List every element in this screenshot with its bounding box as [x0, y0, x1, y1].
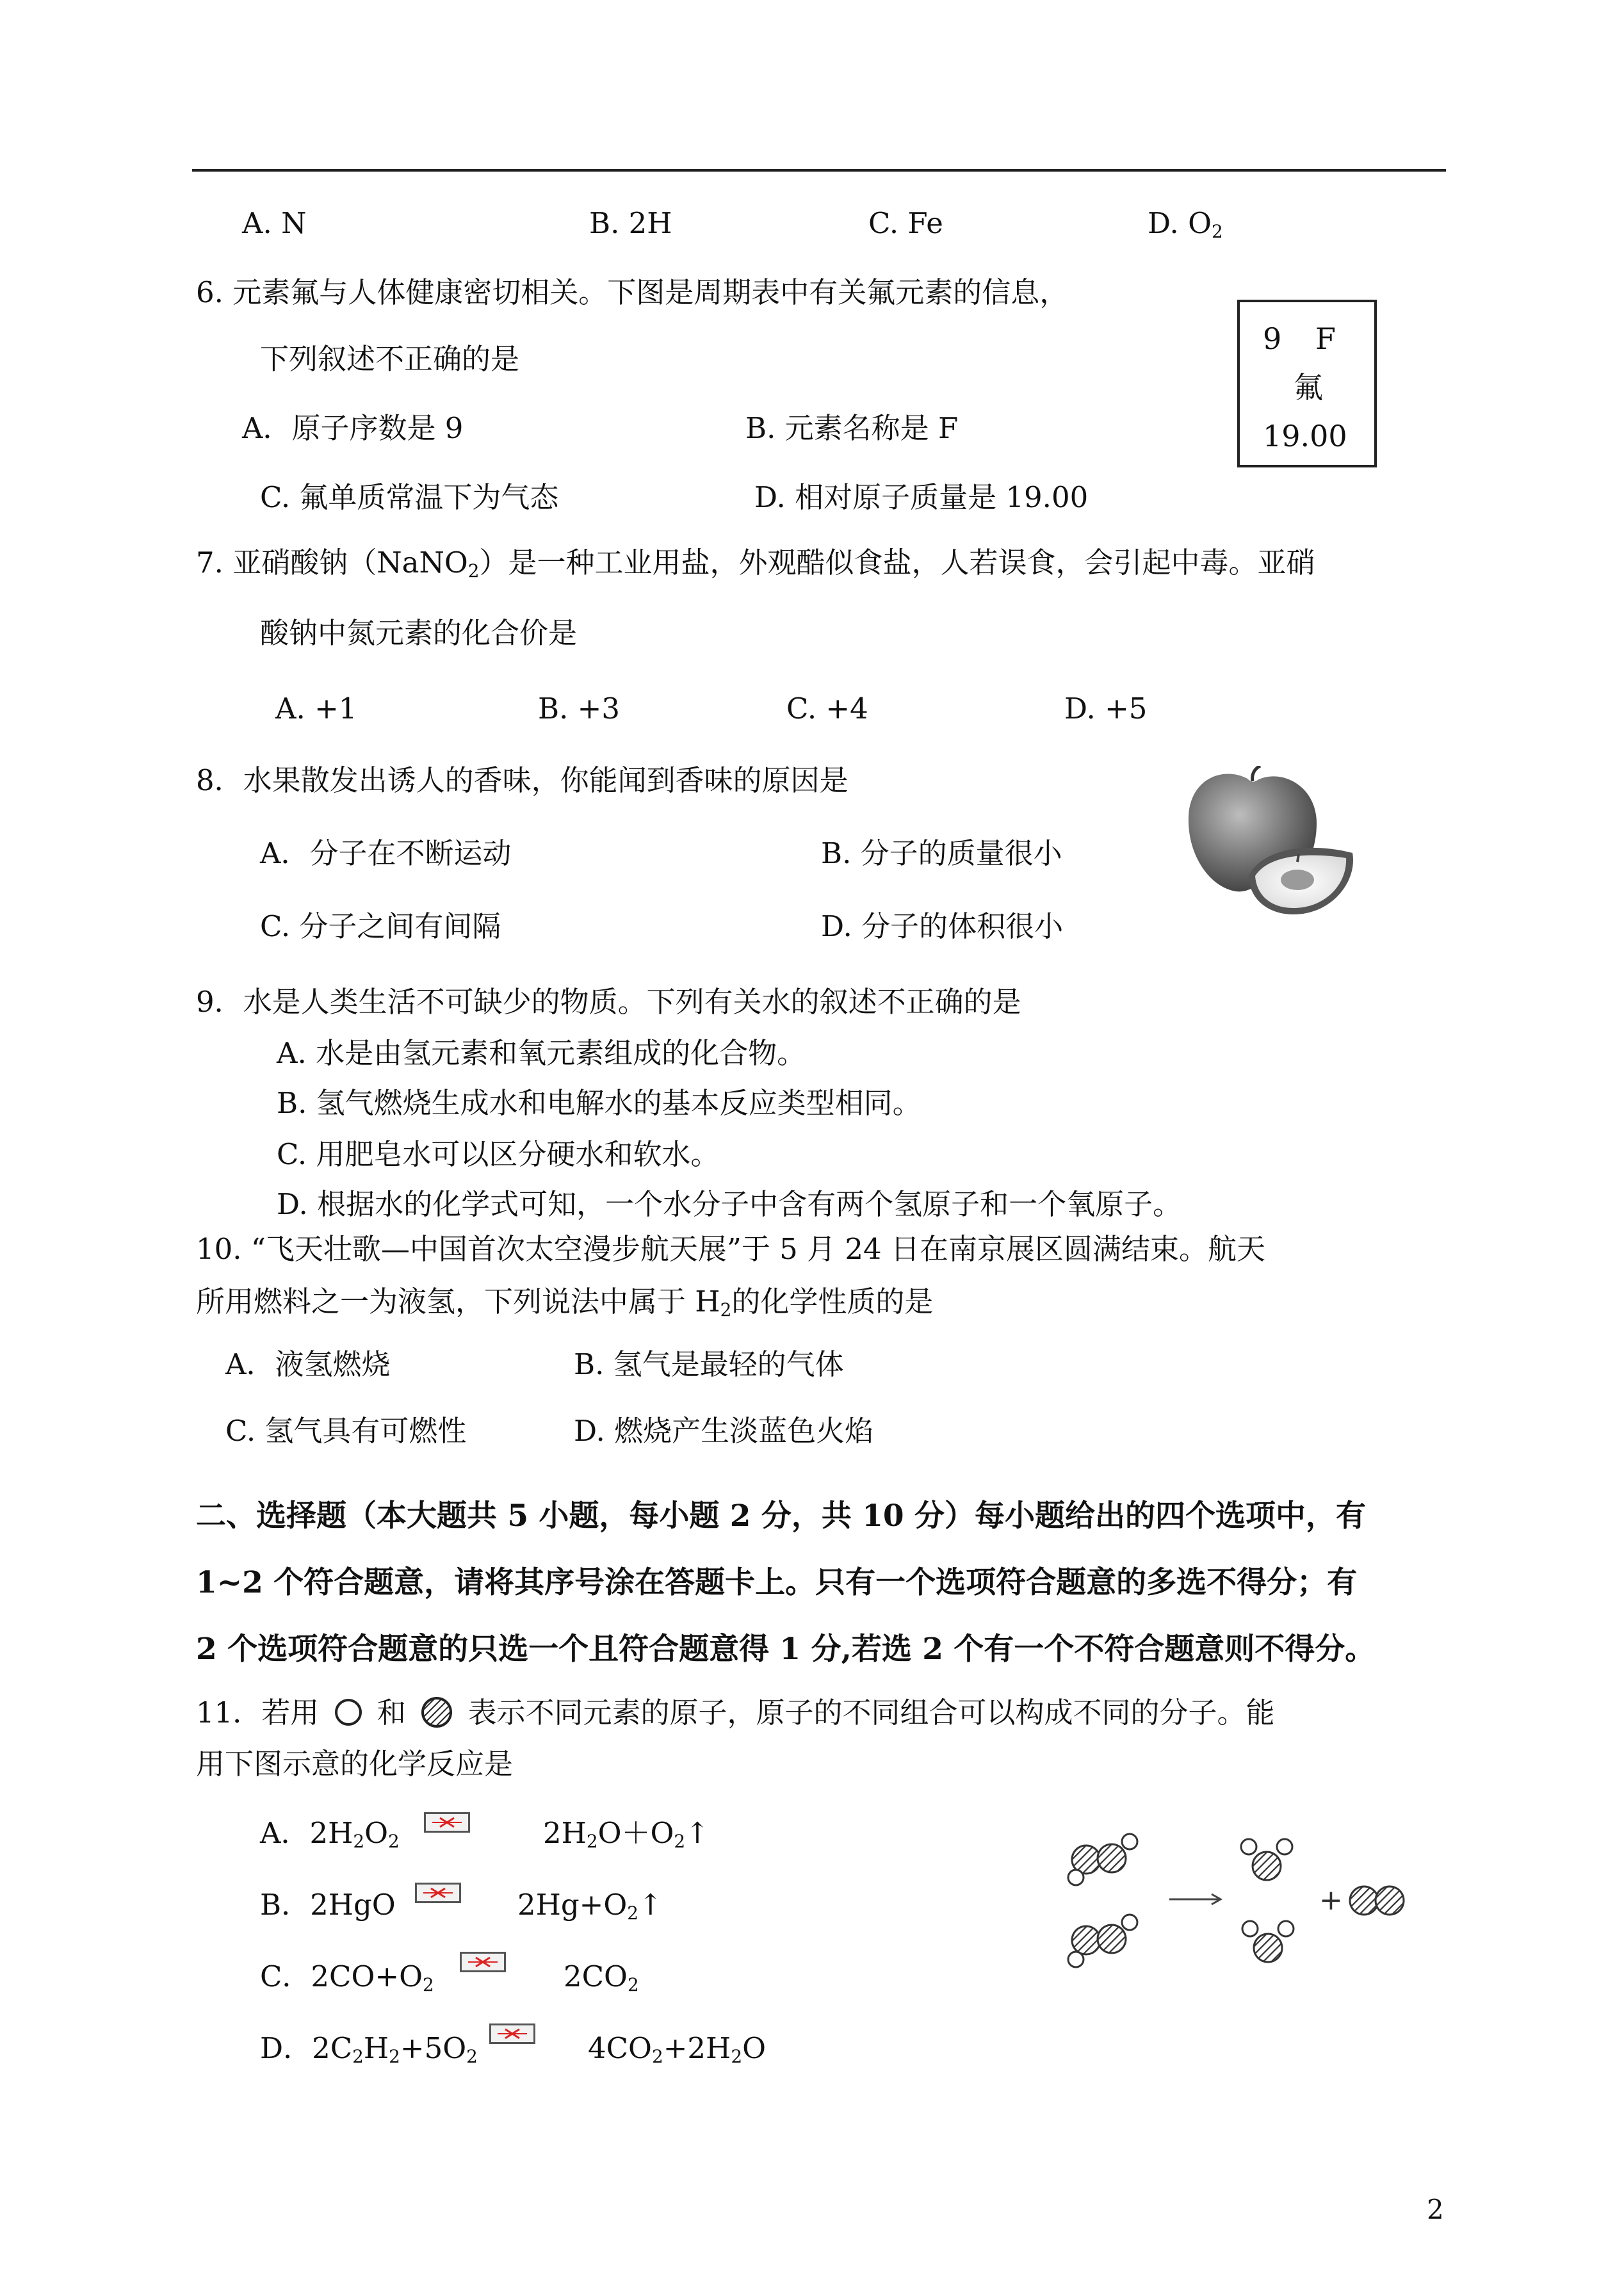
q9-option-d: D. 根据水的化学式可知，一个水分子中含有两个氢原子和一个氧原子。: [277, 1187, 1182, 1221]
molecule-reaction-diagram: [1063, 1819, 1447, 1985]
reaction-condition-placeholder-a: [424, 1812, 470, 1833]
q6-stem-line1: 6. 元素氟与人体健康密切相关。下图是周期表中有关氟元素的信息，: [196, 275, 1069, 309]
hatched-atom-icon: [415, 1696, 459, 1729]
reaction-arrow: [1169, 1894, 1221, 1904]
q10-option-d: D. 燃烧产生淡蓝色火焰: [574, 1414, 874, 1448]
reactant-molecule-2: [1068, 1915, 1137, 1967]
q8-option-b: B. 分子的质量很小: [821, 836, 1062, 870]
q6-option-c: C. 氟单质常温下为气态: [260, 480, 559, 514]
q10-option-a: A．液氢燃烧: [225, 1347, 391, 1381]
q11-option-b-reactant: B．2HgO: [260, 1888, 396, 1922]
reactant-molecule-1: [1068, 1834, 1137, 1885]
q11-option-c-product: $2CO_2$: [564, 1959, 639, 1995]
white-atom-icon: [329, 1698, 368, 1726]
q9-option-c: C. 用肥皂水可以区分硬水和软水。: [277, 1137, 720, 1171]
q10-option-b: B. 氢气是最轻的气体: [574, 1347, 844, 1381]
q9-stem: 9．水是人类生活不可缺少的物质。下列有关水的叙述不正确的是: [196, 985, 1021, 1019]
section2-line3: 2 个选项符合题意的只选一个且符合题意得 1 分,若选 2 个有一个不符合题意则不得分。: [196, 1632, 1376, 1667]
q6-option-b: B. 元素名称是 F: [745, 411, 959, 445]
q5-option-d: D. $O_2$: [1148, 206, 1223, 242]
q11-option-d-reactant: D．$2C_2H_2+5O_2$: [260, 2031, 478, 2067]
q10-stem-line1: 10. “飞天壮歌—中国首次太空漫步航天展”于 5 月 24 日在南京展区圆满结束。航天: [196, 1232, 1265, 1266]
q10-option-c: C. 氢气具有可燃性: [225, 1414, 467, 1448]
q11-option-b-product: $2Hg+O_2↑$: [517, 1888, 663, 1924]
q9-option-a: A. 水是由氢元素和氧元素组成的化合物。: [277, 1036, 806, 1070]
q8-option-c: C. 分子之间有间隔: [260, 909, 501, 943]
product-molecule-1: [1241, 1839, 1292, 1880]
q5-option-a: A. N: [242, 206, 307, 240]
q7-option-c: C. +4: [786, 692, 868, 726]
q11-stem-line1: 11．若用 和 表示不同元素的原子，原子的不同组合可以构成不同的分子。能: [196, 1696, 1275, 1730]
reaction-condition-placeholder-b: [415, 1883, 461, 1903]
reaction-condition-placeholder-d: [489, 2023, 535, 2044]
q6-option-a: A．原子序数是 9: [242, 411, 464, 445]
page-number: 2: [1427, 2194, 1444, 2225]
q8-option-a: A．分子在不断运动: [260, 836, 512, 870]
q11-option-d-product: $4CO_2+2H_2O$: [588, 2031, 766, 2067]
q5-option-b: B. 2H: [589, 206, 672, 240]
reaction-condition-placeholder-c: [460, 1952, 506, 1972]
product-molecule-2: [1242, 1921, 1294, 1962]
fluorine-element-box: [1237, 300, 1377, 467]
q11-option-a-reactant: A．$2H_2O_2$: [260, 1816, 400, 1852]
q7-option-a: A. +1: [275, 692, 357, 726]
header-rule: [192, 169, 1446, 172]
q6-option-d: D. 相对原子质量是 19.00: [754, 480, 1089, 514]
q11-option-a-product: $2H_2O+O_2↑$: [543, 1816, 710, 1852]
element-number: 9: [1263, 321, 1282, 356]
product-molecule-3: [1350, 1886, 1404, 1915]
q9-option-b: B. 氢气燃烧生成水和电解水的基本反应类型相同。: [277, 1086, 922, 1120]
section2-line2: 1~2 个符合题意，请将其序号涂在答题卡上。只有一个选项符合题意的多选不得分；有: [196, 1565, 1358, 1600]
section2-line1: 二、选择题（本大题共 5 小题，每小题 2 分，共 10 分）每小题给出的四个选项中，有: [196, 1498, 1366, 1534]
element-symbol: F: [1315, 321, 1336, 356]
q7-option-b: B. +3: [538, 692, 621, 726]
apple-image: [1185, 766, 1364, 920]
q7-stem-line1: 7. 亚硝酸钠（NaNO$_2$）是一种工业用盐，外观酷似食盐，人若误食，会引起中毒。亚硝: [196, 546, 1315, 581]
q7-stem-line2: 酸钠中氮元素的化合价是: [260, 616, 578, 650]
plus-sign: +: [1319, 1884, 1343, 1917]
q8-option-d: D. 分子的体积很小: [821, 909, 1064, 943]
q11-option-c-reactant: C．$2CO+O_2$: [260, 1959, 434, 1995]
element-mass: 19.00: [1263, 419, 1347, 453]
q7-option-d: D. +5: [1064, 692, 1148, 726]
q5-option-c: C. Fe: [868, 206, 943, 240]
q8-stem: 8．水果散发出诱人的香味，你能闻到香味的原因是: [196, 763, 849, 797]
q11-stem-line2: 用下图示意的化学反应是: [196, 1747, 514, 1781]
q10-stem-line2: 所用燃料之一为液氢，下列说法中属于 $H_2$的化学性质的是: [196, 1285, 934, 1320]
element-name: 氟: [1294, 370, 1323, 405]
q6-stem-line2: 下列叙述不正确的是: [260, 342, 520, 376]
